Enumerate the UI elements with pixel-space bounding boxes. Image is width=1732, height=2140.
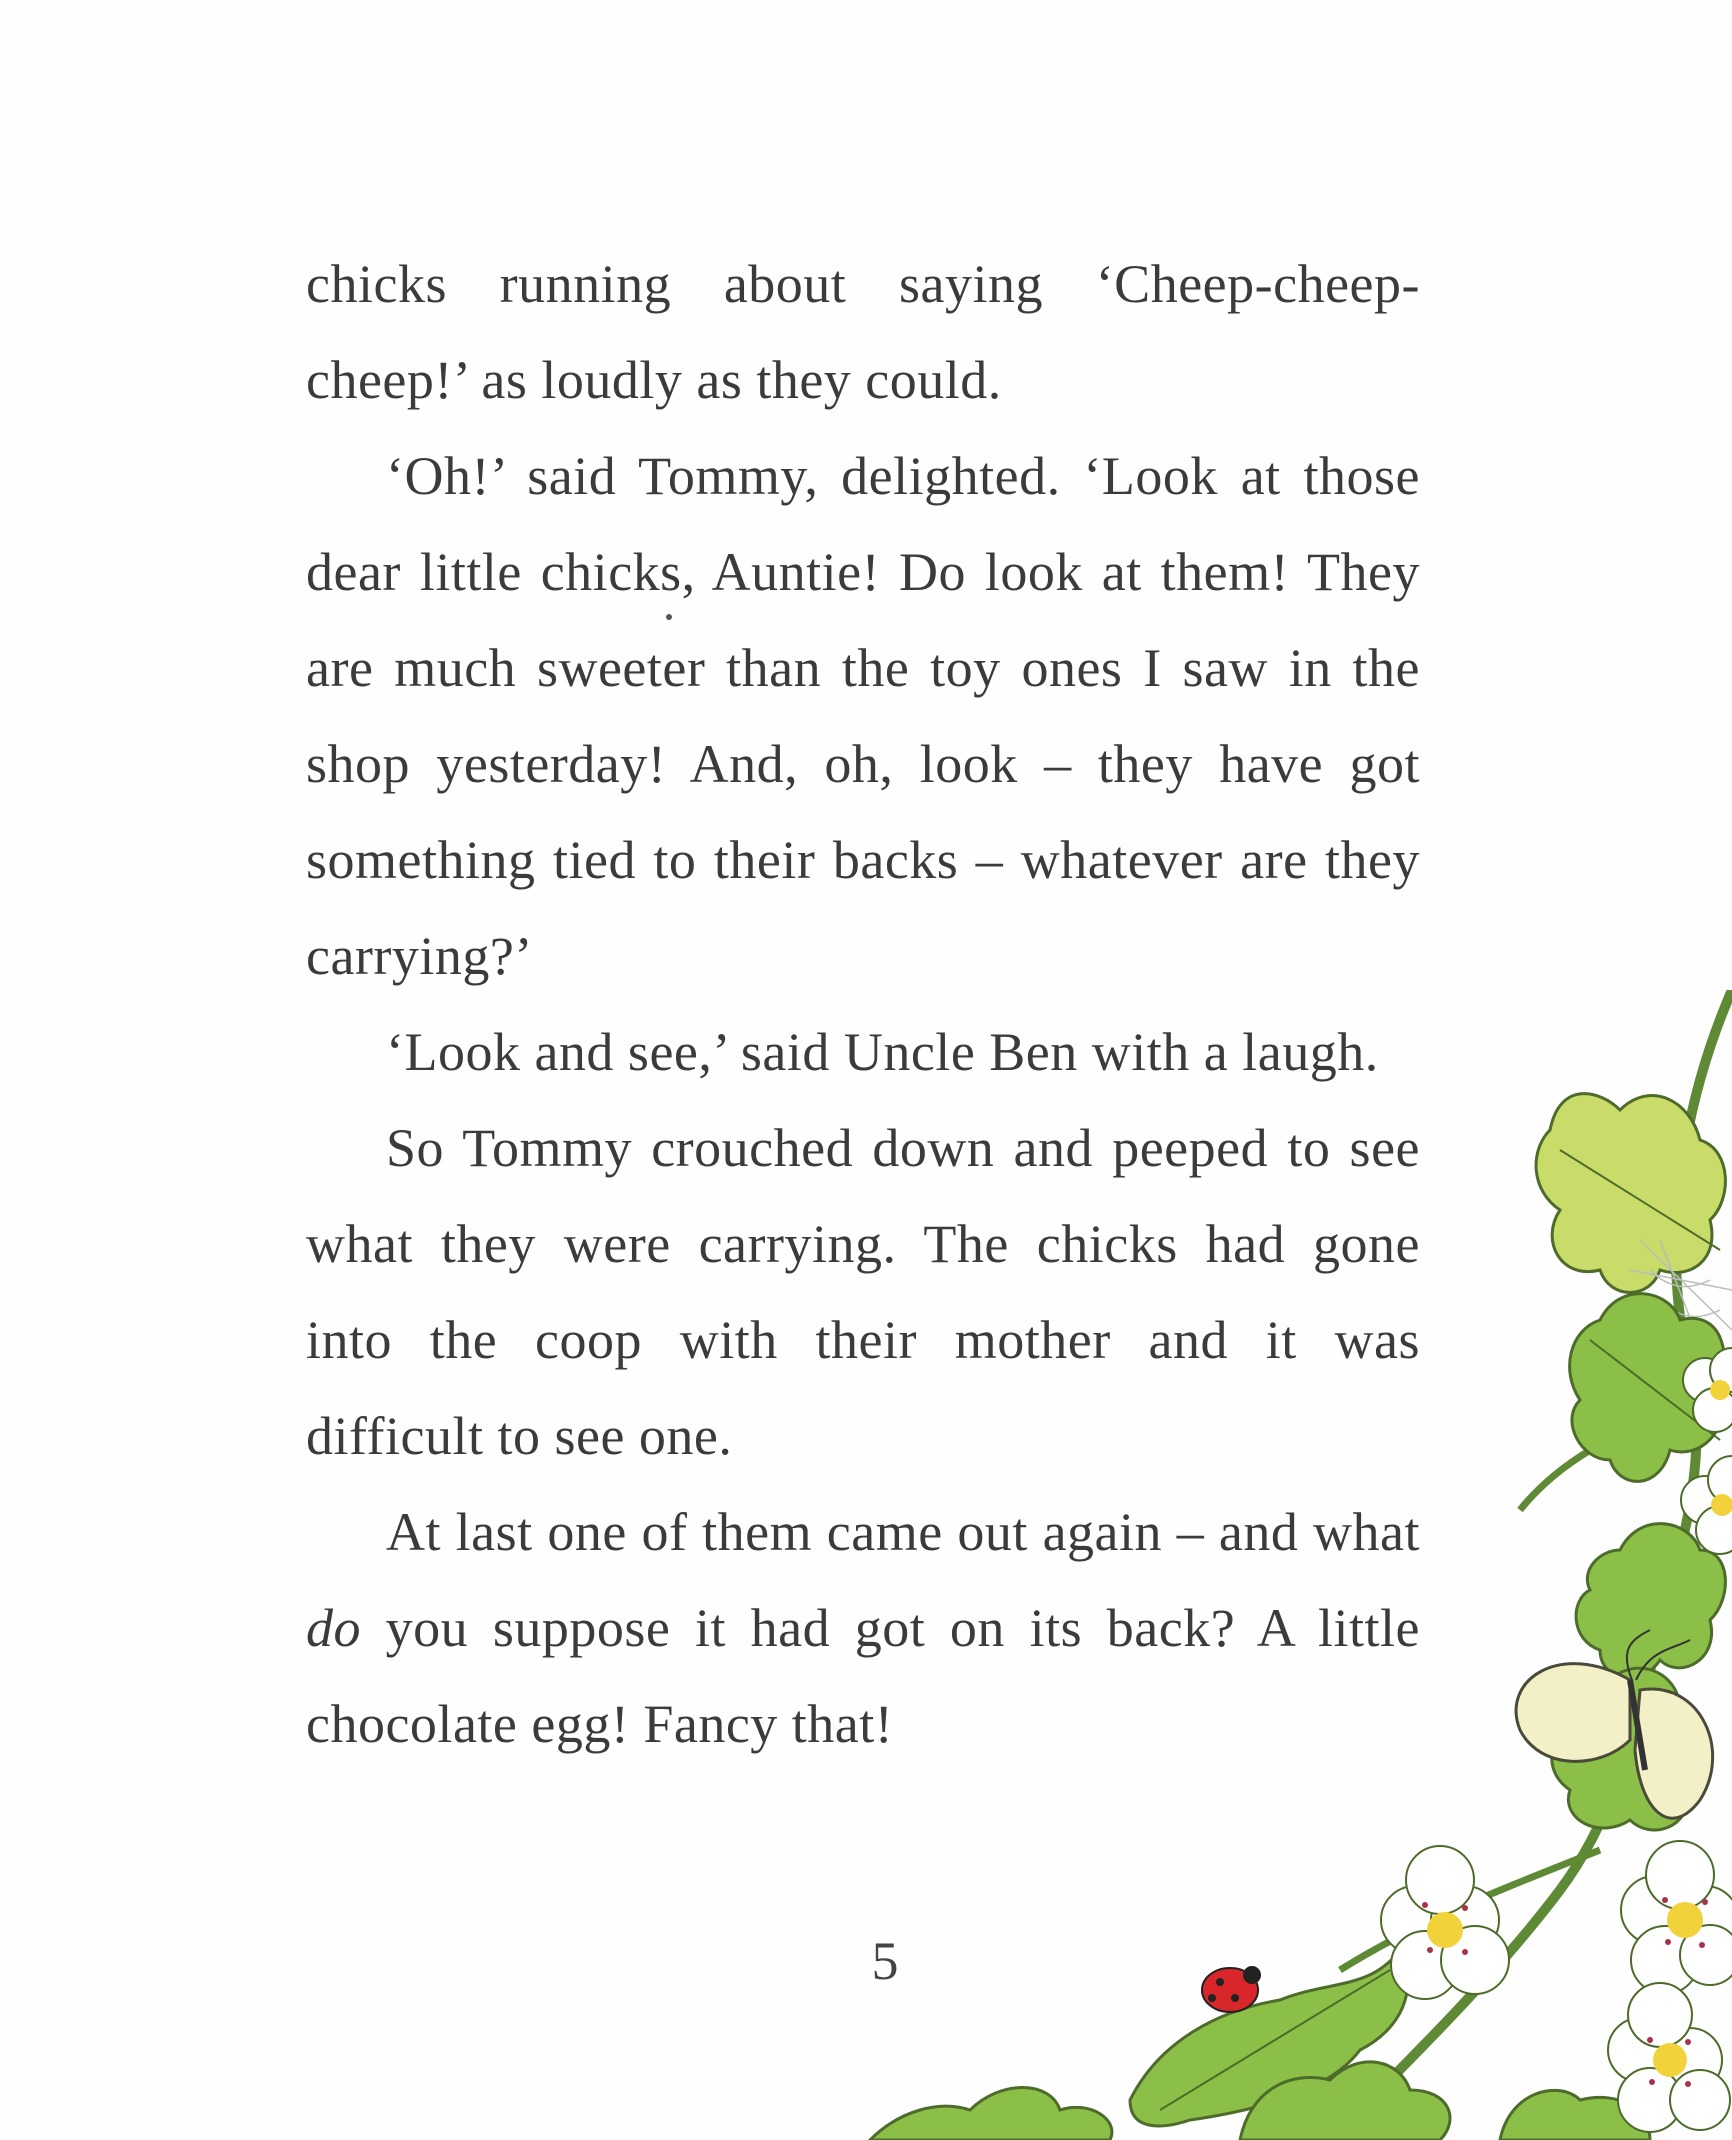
- paragraph-5-start: At last one of them came out again – and what: [386, 1502, 1420, 1562]
- paragraph-3: ‘Look and see,’ said Uncle Ben with a laugh.: [386, 1022, 1379, 1082]
- print-speck: [666, 614, 672, 620]
- paragraph-5-end: you suppose it had got on its back? A little chocolate egg! Fancy that!: [306, 1598, 1420, 1754]
- leaf-icon: [1536, 1094, 1725, 1293]
- paragraph-2: ‘Oh!’ said Tommy, delighted. ‘Look at those dear little chicks, Auntie! Do look at them! They are much sweeter than the toy ones I saw in the shop yesterday! And, oh, look – they have got something tied to their backs – whatever are they carrying?’: [306, 446, 1420, 986]
- paragraph-4: So Tommy crouched down and peeped to see what they were carrying. The chicks had gone into the coop with their mother and it was difficult to see one.: [306, 1118, 1420, 1466]
- emphasis-do: do: [306, 1598, 361, 1658]
- leaf-icon: [870, 2088, 1112, 2140]
- blossom-icon: [1381, 1846, 1509, 1999]
- page-number: 5: [871, 1931, 899, 1991]
- hawthorn-illustration: [860, 990, 1732, 2140]
- blossom-icon: [1621, 1841, 1732, 1994]
- paragraph-1: chicks running about saying ‘Cheep-cheep-cheep!’ as loudly as they could.: [306, 254, 1420, 410]
- blossom-icon: [1608, 1983, 1730, 2132]
